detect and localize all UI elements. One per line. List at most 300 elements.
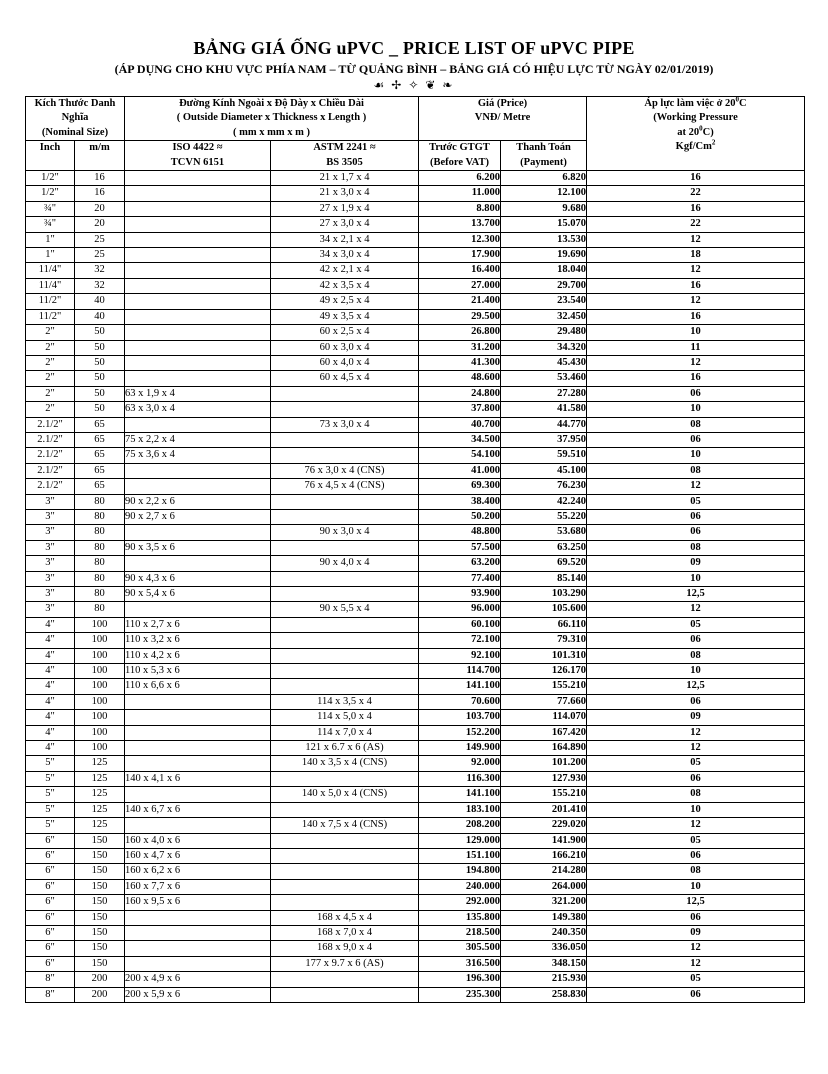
- cell-astm: 90 x 3,0 x 4: [271, 525, 419, 540]
- table-row: [26, 509, 805, 524]
- cell-inch: 5": [26, 802, 75, 817]
- cell-pressure: 06: [587, 386, 805, 401]
- cell-pressure: 12: [587, 956, 805, 971]
- table-row: [26, 263, 805, 278]
- table-row: [26, 956, 805, 971]
- cell-payment: 29.480: [501, 325, 587, 340]
- header-pressure: [587, 97, 805, 171]
- cell-iso: 75 x 2,2 x 4: [125, 432, 271, 447]
- header-dim-line2: ( Outside Diameter x Thickness x Length ): [176, 112, 367, 124]
- cell-payment: 15.070: [501, 217, 587, 232]
- cell-iso: 160 x 6,2 x 6: [125, 864, 271, 879]
- cell-astm: 27 x 3,0 x 4: [271, 217, 419, 232]
- cell-pressure: 12: [587, 725, 805, 740]
- cell-payment: 240.350: [501, 925, 587, 940]
- cell-mm: 65: [75, 417, 125, 432]
- cell-iso: [125, 756, 271, 771]
- cell-astm: [271, 617, 419, 632]
- cell-payment: 32.450: [501, 309, 587, 324]
- cell-payment: 63.250: [501, 540, 587, 555]
- cell-before-vat: 12.300: [419, 232, 501, 247]
- table-row: [26, 540, 805, 555]
- cell-inch: 11/2": [26, 309, 75, 324]
- cell-iso: 90 x 4,3 x 6: [125, 571, 271, 586]
- table-row: [26, 417, 805, 432]
- cell-before-vat: 31.200: [419, 340, 501, 355]
- cell-inch: ¾": [26, 201, 75, 216]
- cell-before-vat: 92.000: [419, 756, 501, 771]
- cell-iso: 200 x 5,9 x 6: [125, 987, 271, 1002]
- cell-mm: 25: [75, 248, 125, 263]
- cell-iso: [125, 278, 271, 293]
- cell-pressure: 16: [587, 309, 805, 324]
- table-row: [26, 664, 805, 679]
- cell-before-vat: 24.800: [419, 386, 501, 401]
- cell-pressure: 06: [587, 509, 805, 524]
- cell-before-vat: 92.100: [419, 648, 501, 663]
- cell-iso: [125, 556, 271, 571]
- header-dim-line3: ( mm x mm x m ): [233, 126, 310, 138]
- cell-pressure: 16: [587, 171, 805, 186]
- table-row: [26, 386, 805, 401]
- cell-payment: 101.310: [501, 648, 587, 663]
- cell-astm: 168 x 9,0 x 4: [271, 941, 419, 956]
- cell-mm: 100: [75, 617, 125, 632]
- cell-before-vat: 38.400: [419, 494, 501, 509]
- cell-mm: 50: [75, 325, 125, 340]
- cell-iso: [125, 479, 271, 494]
- cell-iso: [125, 309, 271, 324]
- cell-mm: 150: [75, 956, 125, 971]
- cell-inch: 6": [26, 941, 75, 956]
- cell-pressure: 12: [587, 263, 805, 278]
- cell-payment: 167.420: [501, 725, 587, 740]
- table-row: [26, 201, 805, 216]
- cell-iso: 63 x 3,0 x 4: [125, 402, 271, 417]
- cell-inch: 11/4": [26, 263, 75, 278]
- cell-inch: 4": [26, 741, 75, 756]
- cell-pressure: 12: [587, 294, 805, 309]
- cell-iso: 160 x 4,7 x 6: [125, 848, 271, 863]
- cell-payment: 201.410: [501, 802, 587, 817]
- table-row: [26, 941, 805, 956]
- cell-inch: 2.1/2": [26, 463, 75, 478]
- cell-inch: 1": [26, 248, 75, 263]
- cell-inch: 2": [26, 386, 75, 401]
- header-before-vat: Trước GTGT (Before VAT): [419, 141, 501, 171]
- cell-mm: 125: [75, 771, 125, 786]
- header-pressure-line3: at $20^0C$): [677, 124, 714, 138]
- table-row: [26, 633, 805, 648]
- cell-mm: 100: [75, 741, 125, 756]
- cell-mm: 125: [75, 818, 125, 833]
- cell-iso: [125, 355, 271, 370]
- cell-pressure: 06: [587, 910, 805, 925]
- table-row: [26, 987, 805, 1002]
- header-dim-line1: Đường Kính Ngoài x Độ Dày x Chiều Dài: [179, 98, 364, 109]
- cell-astm: 60 x 3,0 x 4: [271, 340, 419, 355]
- header-iso: ISO 4422 ≈ TCVN 6151: [125, 141, 271, 171]
- table-row: [26, 648, 805, 663]
- table-row: [26, 278, 805, 293]
- header-pressure-line2: (Working Pressure: [653, 112, 738, 124]
- cell-iso: 63 x 1,9 x 4: [125, 386, 271, 401]
- cell-mm: 50: [75, 355, 125, 370]
- cell-payment: 41.580: [501, 402, 587, 417]
- cell-astm: 140 x 5,0 x 4 (CNS): [271, 787, 419, 802]
- cell-payment: 155.210: [501, 679, 587, 694]
- cell-before-vat: 50.200: [419, 509, 501, 524]
- table-row: [26, 756, 805, 771]
- cell-payment: 141.900: [501, 833, 587, 848]
- cell-before-vat: 77.400: [419, 571, 501, 586]
- cell-before-vat: 151.100: [419, 848, 501, 863]
- cell-astm: 60 x 2,5 x 4: [271, 325, 419, 340]
- cell-iso: [125, 925, 271, 940]
- table-row: [26, 848, 805, 863]
- header-pressure-line4: Kgf/Cm$^2$: [675, 138, 716, 153]
- cell-iso: [125, 463, 271, 478]
- cell-astm: 21 x 1,7 x 4: [271, 171, 419, 186]
- cell-iso: 200 x 4,9 x 6: [125, 972, 271, 987]
- cell-before-vat: 27.000: [419, 278, 501, 293]
- cell-mm: 80: [75, 494, 125, 509]
- cell-iso: 160 x 9,5 x 6: [125, 895, 271, 910]
- cell-mm: 50: [75, 340, 125, 355]
- header-nominal-line2: Nghĩa: [61, 112, 89, 124]
- cell-pressure: 05: [587, 972, 805, 987]
- cell-before-vat: 292.000: [419, 895, 501, 910]
- cell-payment: 19.690: [501, 248, 587, 263]
- cell-before-vat: 235.300: [419, 987, 501, 1002]
- cell-before-vat: 72.100: [419, 633, 501, 648]
- cell-before-vat: 152.200: [419, 725, 501, 740]
- cell-astm: 21 x 3,0 x 4: [271, 186, 419, 201]
- cell-before-vat: 141.100: [419, 679, 501, 694]
- cell-iso: 90 x 3,5 x 6: [125, 540, 271, 555]
- cell-before-vat: 34.500: [419, 432, 501, 447]
- cell-before-vat: 208.200: [419, 818, 501, 833]
- cell-payment: 105.600: [501, 602, 587, 617]
- cell-before-vat: 60.100: [419, 617, 501, 632]
- cell-iso: [125, 371, 271, 386]
- cell-iso: [125, 910, 271, 925]
- cell-mm: 25: [75, 232, 125, 247]
- cell-mm: 80: [75, 587, 125, 602]
- cell-inch: ¾": [26, 217, 75, 232]
- cell-astm: 114 x 3,5 x 4: [271, 694, 419, 709]
- cell-astm: [271, 771, 419, 786]
- cell-astm: 49 x 2,5 x 4: [271, 294, 419, 309]
- cell-payment: 348.150: [501, 956, 587, 971]
- cell-iso: 110 x 4,2 x 6: [125, 648, 271, 663]
- cell-mm: 20: [75, 217, 125, 232]
- cell-pressure: 12: [587, 602, 805, 617]
- cell-before-vat: 40.700: [419, 417, 501, 432]
- cell-payment: 214.280: [501, 864, 587, 879]
- table-row: [26, 340, 805, 355]
- cell-iso: [125, 417, 271, 432]
- cell-pressure: 12,5: [587, 895, 805, 910]
- cell-inch: 2": [26, 371, 75, 386]
- cell-inch: 4": [26, 710, 75, 725]
- table-row: [26, 910, 805, 925]
- cell-pressure: 11: [587, 340, 805, 355]
- cell-astm: 168 x 7,0 x 4: [271, 925, 419, 940]
- page-subtitle: (ÁP DỤNG CHO KHU VỰC PHÍA NAM – TỪ QUẢNG BÌNH – BẢNG GIÁ CÓ HIỆU LỰC TỪ NGÀY 02/01/2019): [114, 62, 714, 76]
- cell-inch: 8": [26, 972, 75, 987]
- cell-before-vat: 218.500: [419, 925, 501, 940]
- cell-astm: 90 x 4,0 x 4: [271, 556, 419, 571]
- cell-before-vat: 13.700: [419, 217, 501, 232]
- cell-payment: 18.040: [501, 263, 587, 278]
- cell-inch: 6": [26, 864, 75, 879]
- table-row: [26, 587, 805, 602]
- cell-astm: [271, 509, 419, 524]
- cell-iso: 90 x 2,7 x 6: [125, 509, 271, 524]
- cell-astm: 121 x 6.7 x 6 (AS): [271, 741, 419, 756]
- cell-inch: 2.1/2": [26, 448, 75, 463]
- cell-inch: 6": [26, 895, 75, 910]
- cell-before-vat: 194.800: [419, 864, 501, 879]
- cell-mm: 100: [75, 664, 125, 679]
- header-astm: ASTM 2241 ≈ BS 3505: [271, 141, 419, 171]
- table-row: [26, 402, 805, 417]
- cell-astm: 90 x 5,5 x 4: [271, 602, 419, 617]
- cell-inch: 4": [26, 679, 75, 694]
- cell-iso: [125, 710, 271, 725]
- cell-payment: 59.510: [501, 448, 587, 463]
- cell-payment: 85.140: [501, 571, 587, 586]
- cell-payment: 45.100: [501, 463, 587, 478]
- cell-astm: 177 x 9.7 x 6 (AS): [271, 956, 419, 971]
- cell-mm: 150: [75, 925, 125, 940]
- table-row: [26, 432, 805, 447]
- table-row: [26, 571, 805, 586]
- table-row: [26, 972, 805, 987]
- cell-inch: 2.1/2": [26, 479, 75, 494]
- cell-mm: 100: [75, 725, 125, 740]
- cell-payment: 114.070: [501, 710, 587, 725]
- cell-pressure: 12: [587, 479, 805, 494]
- cell-before-vat: 54.100: [419, 448, 501, 463]
- cell-mm: 150: [75, 910, 125, 925]
- cell-astm: [271, 972, 419, 987]
- cell-iso: 140 x 4,1 x 6: [125, 771, 271, 786]
- cell-payment: 45.430: [501, 355, 587, 370]
- cell-payment: 6.820: [501, 171, 587, 186]
- ornament-divider: ☙ ✢ ✧ ❦ ❧: [373, 78, 455, 92]
- table-row: [26, 679, 805, 694]
- cell-mm: 40: [75, 309, 125, 324]
- cell-iso: [125, 941, 271, 956]
- cell-inch: 3": [26, 540, 75, 555]
- cell-inch: 6": [26, 956, 75, 971]
- cell-inch: 2": [26, 402, 75, 417]
- cell-pressure: 10: [587, 325, 805, 340]
- cell-pressure: 10: [587, 879, 805, 894]
- cell-inch: 2.1/2": [26, 432, 75, 447]
- table-row: [26, 479, 805, 494]
- cell-pressure: 06: [587, 771, 805, 786]
- cell-astm: 42 x 2,1 x 4: [271, 263, 419, 278]
- cell-iso: [125, 217, 271, 232]
- cell-iso: 90 x 2,2 x 6: [125, 494, 271, 509]
- cell-mm: 80: [75, 556, 125, 571]
- cell-pressure: 12: [587, 232, 805, 247]
- table-row: [26, 879, 805, 894]
- cell-pressure: 09: [587, 925, 805, 940]
- cell-before-vat: 57.500: [419, 540, 501, 555]
- cell-inch: 1/2": [26, 171, 75, 186]
- table-row: [26, 217, 805, 232]
- cell-mm: 50: [75, 371, 125, 386]
- cell-mm: 100: [75, 633, 125, 648]
- cell-mm: 80: [75, 571, 125, 586]
- cell-before-vat: 26.800: [419, 325, 501, 340]
- cell-iso: [125, 263, 271, 278]
- cell-mm: 125: [75, 787, 125, 802]
- cell-before-vat: 6.200: [419, 171, 501, 186]
- cell-iso: [125, 248, 271, 263]
- cell-pressure: 08: [587, 787, 805, 802]
- header-nominal-line3: (Nominal Size): [41, 126, 109, 138]
- cell-astm: [271, 802, 419, 817]
- cell-before-vat: 305.500: [419, 941, 501, 956]
- cell-iso: [125, 787, 271, 802]
- table-row: [26, 771, 805, 786]
- cell-inch: 11/2": [26, 294, 75, 309]
- table-row: [26, 371, 805, 386]
- cell-mm: 80: [75, 509, 125, 524]
- table-row: [26, 694, 805, 709]
- cell-astm: [271, 679, 419, 694]
- table-row: [26, 171, 805, 186]
- cell-inch: 5": [26, 771, 75, 786]
- cell-pressure: 10: [587, 402, 805, 417]
- table-row: [26, 248, 805, 263]
- cell-mm: 200: [75, 987, 125, 1002]
- header-inch: Inch: [26, 141, 75, 171]
- cell-before-vat: 17.900: [419, 248, 501, 263]
- cell-before-vat: 135.800: [419, 910, 501, 925]
- table-row: [26, 602, 805, 617]
- cell-inch: 4": [26, 617, 75, 632]
- cell-astm: [271, 833, 419, 848]
- cell-before-vat: 8.800: [419, 201, 501, 216]
- cell-before-vat: 240.000: [419, 879, 501, 894]
- cell-pressure: 09: [587, 710, 805, 725]
- cell-payment: 166.210: [501, 848, 587, 863]
- cell-iso: [125, 818, 271, 833]
- cell-iso: 110 x 5,3 x 6: [125, 664, 271, 679]
- table-row: [26, 787, 805, 802]
- cell-pressure: 05: [587, 756, 805, 771]
- cell-before-vat: 149.900: [419, 741, 501, 756]
- cell-payment: 79.310: [501, 633, 587, 648]
- cell-inch: 6": [26, 879, 75, 894]
- table-row: [26, 525, 805, 540]
- cell-mm: 150: [75, 833, 125, 848]
- cell-mm: 50: [75, 402, 125, 417]
- cell-payment: 149.380: [501, 910, 587, 925]
- cell-iso: [125, 171, 271, 186]
- cell-pressure: 06: [587, 987, 805, 1002]
- cell-mm: 80: [75, 525, 125, 540]
- cell-payment: 264.000: [501, 879, 587, 894]
- cell-inch: 8": [26, 987, 75, 1002]
- cell-inch: 2": [26, 325, 75, 340]
- table-row: [26, 463, 805, 478]
- header-payment: Thanh Toán (Payment): [501, 141, 587, 171]
- cell-inch: 3": [26, 571, 75, 586]
- cell-inch: 11/4": [26, 278, 75, 293]
- cell-inch: 3": [26, 556, 75, 571]
- cell-pressure: 05: [587, 617, 805, 632]
- cell-mm: 16: [75, 186, 125, 201]
- cell-iso: [125, 694, 271, 709]
- cell-astm: 60 x 4,0 x 4: [271, 355, 419, 370]
- cell-payment: 155.210: [501, 787, 587, 802]
- cell-astm: [271, 895, 419, 910]
- cell-astm: 114 x 5,0 x 4: [271, 710, 419, 725]
- cell-payment: 44.770: [501, 417, 587, 432]
- cell-iso: 160 x 7,7 x 6: [125, 879, 271, 894]
- cell-astm: [271, 648, 419, 663]
- header-mm: m/m: [75, 141, 125, 171]
- cell-payment: 103.290: [501, 587, 587, 602]
- cell-pressure: 08: [587, 540, 805, 555]
- cell-astm: 27 x 1,9 x 4: [271, 201, 419, 216]
- cell-pressure: 16: [587, 201, 805, 216]
- price-table-body: [26, 171, 805, 1003]
- cell-payment: 321.200: [501, 895, 587, 910]
- cell-pressure: 22: [587, 217, 805, 232]
- page-title: BẢNG GIÁ ỐNG uPVC _ PRICE LIST OF uPVC PIPE: [193, 38, 635, 58]
- cell-iso: [125, 725, 271, 740]
- cell-mm: 65: [75, 432, 125, 447]
- table-row: [26, 741, 805, 756]
- cell-mm: 200: [75, 972, 125, 987]
- cell-astm: [271, 664, 419, 679]
- cell-inch: 4": [26, 648, 75, 663]
- cell-inch: 3": [26, 525, 75, 540]
- cell-inch: 1/2": [26, 186, 75, 201]
- cell-iso: 110 x 3,2 x 6: [125, 633, 271, 648]
- cell-mm: 65: [75, 479, 125, 494]
- cell-mm: 65: [75, 463, 125, 478]
- cell-inch: 2.1/2": [26, 417, 75, 432]
- cell-mm: 20: [75, 201, 125, 216]
- cell-astm: [271, 571, 419, 586]
- cell-astm: [271, 448, 419, 463]
- cell-astm: [271, 587, 419, 602]
- cell-payment: 9.680: [501, 201, 587, 216]
- cell-payment: 53.680: [501, 525, 587, 540]
- cell-payment: 258.830: [501, 987, 587, 1002]
- cell-mm: 100: [75, 679, 125, 694]
- cell-payment: 12.100: [501, 186, 587, 201]
- cell-pressure: 06: [587, 525, 805, 540]
- cell-astm: 140 x 3,5 x 4 (CNS): [271, 756, 419, 771]
- cell-astm: [271, 494, 419, 509]
- cell-astm: [271, 987, 419, 1002]
- cell-inch: 4": [26, 664, 75, 679]
- cell-astm: [271, 879, 419, 894]
- cell-mm: 125: [75, 802, 125, 817]
- price-table: [25, 96, 805, 1003]
- cell-pressure: 18: [587, 248, 805, 263]
